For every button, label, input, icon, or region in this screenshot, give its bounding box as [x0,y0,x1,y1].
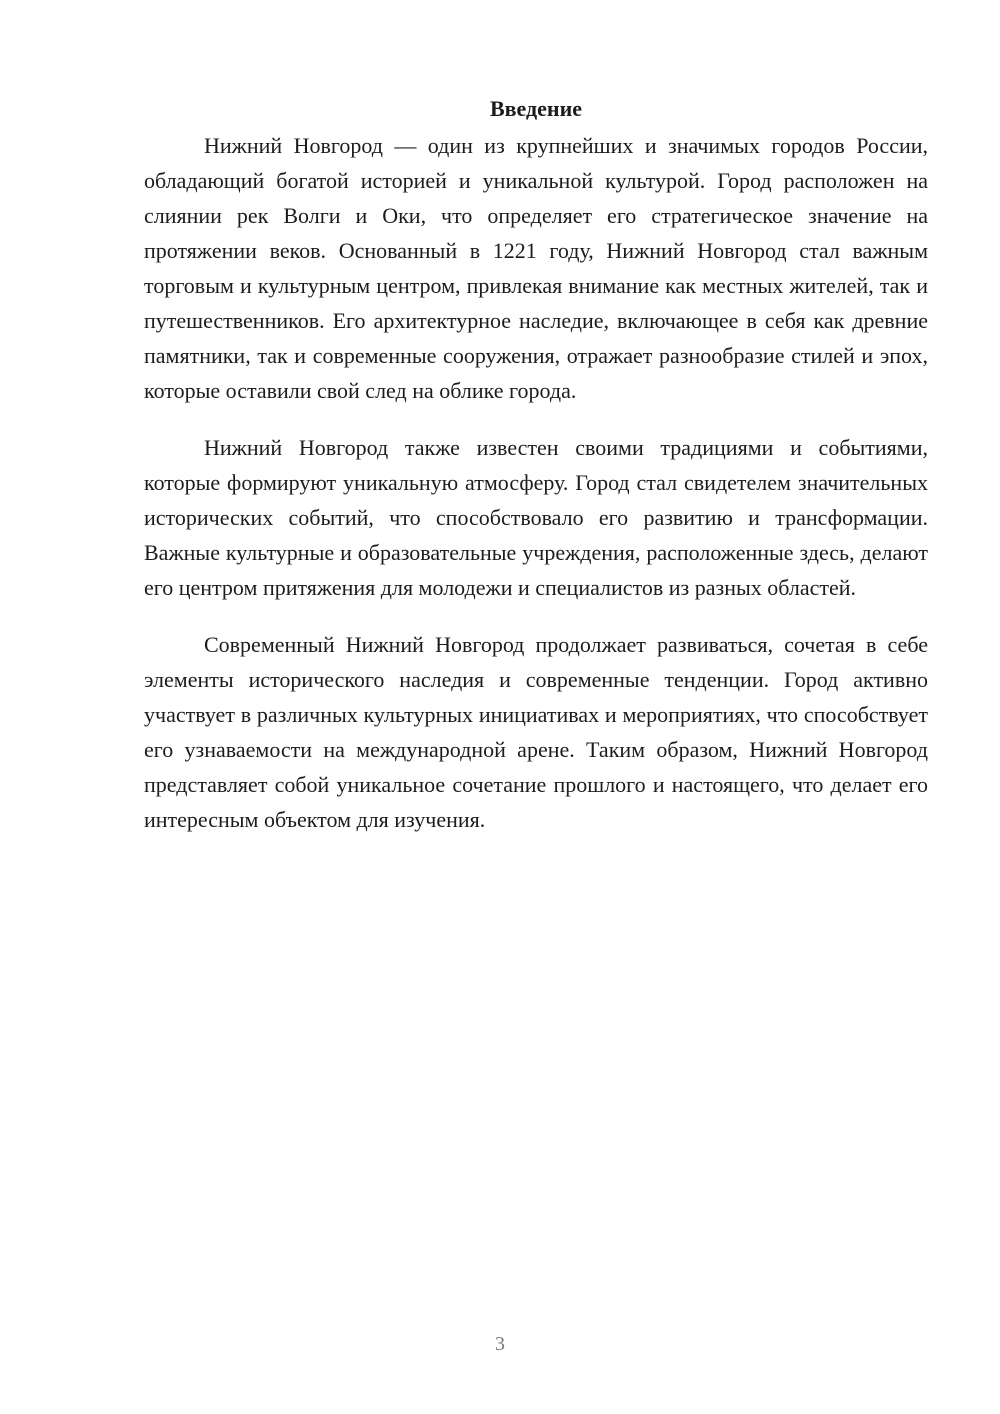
page-number: 3 [495,1333,505,1355]
paragraph-3: Современный Нижний Новгород продолжает развиваться, сочетая в себе элементы исторического наследия и современные тенденции. Город активно участвует в различных культурных инициативах и мероприятиях, что способствует его узнаваемости на международной арене. Таким образом, Нижний Новгород представляет собой уникальное сочетание прошлого и настоящего, что делает его интересным объектом для изучения. [144,632,928,832]
section-heading: Введение [489,96,583,121]
page-body [144,92,928,859]
paragraph-1: Нижний Новгород — один из крупнейших и значимых городов России, обладающий богатой историей и уникальной культурой. Город расположен на слиянии рек Волги и Оки, что определяет его стратегическое значение на протяжении веков. Основанный в 1221 году, Нижний Новгород стал важным торговым и культурным центром, привлекая внимание как местных жителей, так и путешественников. Его архитектурное наследие, включающее в себя как древние памятники, так и современные сооружения, отражает разнообразие стилей и эпох, которые оставили свой след на облике города. [144,133,928,403]
paragraph-2: Нижний Новгород также известен своими традициями и событиями, которые формируют уникальную атмосферу. Город стал свидетелем значительных исторических событий, что способствовало его развитию и трансформации. Важные культурные и образовательные учреждения, расположенные здесь, делают его центром притяжения для молодежи и специалистов из разных областей. [144,435,928,600]
